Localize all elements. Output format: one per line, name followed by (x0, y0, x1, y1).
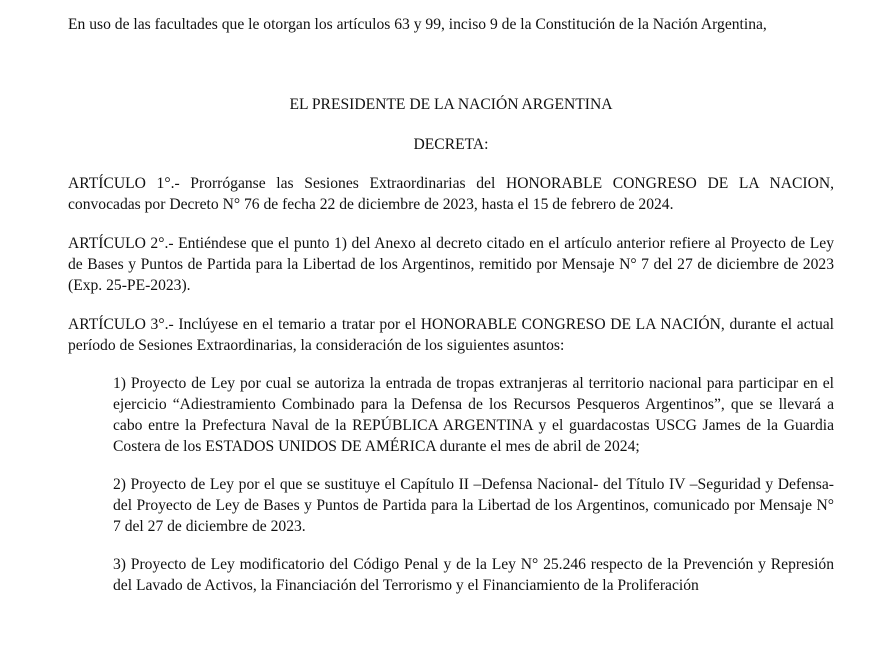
article-1: ARTÍCULO 1°.- Prorróganse las Sesiones Extraordinarias del HONORABLE CONGRESO DE LA NACION, convocadas por Decreto N° 76 de fecha 22 de diciembre de 2023, hasta el 15 de febrero de 2024. (68, 175, 834, 213)
article-2: ARTÍCULO 2°.- Entiéndese que el punto 1) del Anexo al decreto citado en el artículo anterior refiere al Proyecto de Ley de Bases y Puntos de Partida para la Libertad de los Argentinos, remitido por Mensaje N° 7 del 27 de diciembre de 2023 (Exp. 25-PE-2023). (68, 235, 834, 294)
document-page (68, 14, 834, 596)
heading-president: EL PRESIDENTE DE LA NACIÓN ARGENTINA (289, 96, 613, 113)
list-item-3: 3) Proyecto de Ley modificatorio del Código Penal y de la Ley N° 25.246 respecto de la Prevención y Represión del Lavado de Activos, la Financiación del Terrorismo y el Financiamiento de la Proliferación (113, 556, 834, 594)
list-item-2: 2) Proyecto de Ley por el que se sustituye el Capítulo II –Defensa Nacional- del Título IV –Seguridad y Defensa- del Proyecto de Ley de Bases y Puntos de Partida para la Libertad de los Argentinos, comunicado por Mensaje N° 7 del 27 de diciembre de 2023. (113, 476, 834, 535)
list-item-1: 1) Proyecto de Ley por cual se autoriza la entrada de tropas extranjeras al territorio nacional para participar en el ejercicio “Adiestramiento Combinado para la Defensa de los Recursos Pesqueros Argentinos”, que se llevará a cabo entre la Prefectura Naval de la REPÚBLICA ARGENTINA y el guardacostas USCG James de la Guardia Costera de los ESTADOS UNIDOS DE AMÉRICA durante el mes de abril de 2024; (113, 375, 834, 455)
heading-decreta: DECRETA: (413, 136, 489, 153)
intro-paragraph: En uso de las facultades que le otorgan los artículos 63 y 99, inciso 9 de la Constitución de la Nación Argentina, (68, 16, 767, 33)
article-3: ARTÍCULO 3°.- Inclúyese en el temario a tratar por el HONORABLE CONGRESO DE LA NACIÓN, durante el actual período de Sesiones Extraordinarias, la consideración de los siguientes asuntos: (68, 316, 834, 354)
